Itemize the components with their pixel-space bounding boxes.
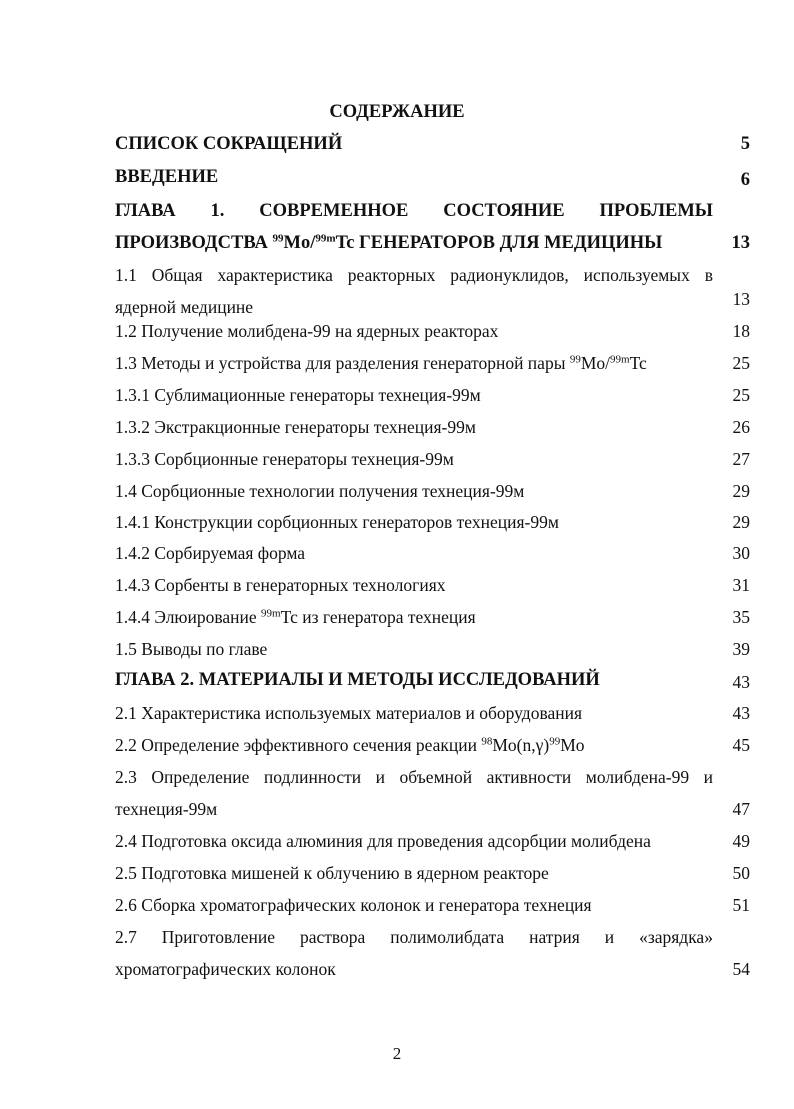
word: подлинности: [263, 767, 362, 787]
toc-entry-1-5[interactable]: 1.5 Выводы по главе: [115, 639, 268, 659]
word: СОВРЕМЕННОЕ: [259, 201, 409, 221]
word: 1.: [210, 201, 225, 221]
toc-entry-1-4[interactable]: 1.4 Сорбционные технологии получения технеция-99м: [115, 481, 525, 501]
toc-title: СОДЕРЖАНИЕ: [329, 102, 465, 122]
toc-entry-abbreviations[interactable]: СПИСОК СОКРАЩЕНИЙ: [115, 134, 343, 154]
toc-page-1-5: 39: [732, 639, 750, 659]
toc-page-chapter-1: 13: [731, 233, 750, 253]
toc-entry-2-7-line2[interactable]: хроматографических колонок: [115, 959, 336, 979]
word: радионуклидов,: [450, 265, 569, 285]
toc-entry-2-3-line1[interactable]: [115, 766, 713, 788]
word: полимолибдата: [390, 927, 505, 947]
word: молибдена-99: [585, 767, 690, 787]
toc-entry-chapter-1-line1[interactable]: [115, 200, 713, 222]
toc-entry-1-2[interactable]: 1.2 Получение молибдена-99 на ядерных реакторах: [115, 321, 499, 341]
toc-page-1-4-2: 30: [732, 543, 750, 563]
word: реакторных: [347, 265, 436, 285]
toc-entry-1-3[interactable]: 1.3 Методы и устройства для разделения генераторной пары $^{99}$Mo/$^{99m}$Tc: [115, 353, 647, 373]
toc-entry-2-1[interactable]: 2.1 Характеристика используемых материалов и оборудования: [115, 703, 583, 723]
word: характеристика: [217, 265, 333, 285]
word: и: [703, 767, 713, 787]
toc-entry-1-4-3[interactable]: 1.4.3 Сорбенты в генераторных технологиях: [115, 575, 446, 595]
word: Приготовление: [161, 927, 276, 947]
toc-entry-2-2[interactable]: 2.2 Определение эффективного сечения реакции $^{98}Mo(n,\gamma)^{99}Mo$: [115, 735, 585, 755]
toc-page-introduction: 6: [740, 170, 750, 190]
word: Общая: [151, 265, 203, 285]
toc-entry-chapter-1-line2[interactable]: ПРОИЗВОДСТВА $^{99}$Mo/$^{99m}$Tc ГЕНЕРАТОРОВ ДЛЯ МЕДИЦИНЫ: [115, 232, 663, 253]
toc-entry-1-4-2[interactable]: 1.4.2 Сорбируемая форма: [115, 543, 306, 563]
toc-entry-2-6[interactable]: 2.6 Сборка хроматографических колонок и генератора технеция: [115, 895, 592, 915]
word: раствора: [299, 927, 366, 947]
toc-page-1-4-4: 35: [732, 607, 750, 627]
toc-page-abbreviations: 5: [740, 134, 750, 154]
word: и: [375, 767, 386, 787]
toc-entry-1-3-2[interactable]: 1.3.2 Экстракционные генераторы технеция-99м: [115, 417, 476, 437]
toc-page-2-6: 51: [732, 895, 750, 915]
toc-page-1-2: 18: [732, 321, 750, 341]
word: ПРОБЛЕМЫ: [599, 201, 713, 221]
toc-page-1-1: 13: [732, 289, 750, 309]
word: ГЛАВА: [115, 201, 176, 221]
word: объемной: [399, 767, 473, 787]
toc-entry-1-4-1[interactable]: 1.4.1 Конструкции сорбционных генераторов технеция-99м: [115, 512, 559, 532]
toc-page-2-2: 45: [732, 735, 750, 755]
toc-entry-2-3-line2[interactable]: технеция-99м: [115, 799, 218, 819]
toc-page-2-3: 47: [732, 799, 750, 819]
word: Определение: [151, 767, 250, 787]
page-number: 2: [392, 1044, 402, 1063]
toc-page-1-4-3: 31: [732, 575, 750, 595]
toc-page-2-5: 50: [732, 863, 750, 883]
toc-page-2-1: 43: [732, 703, 750, 723]
toc-page-1-3-3: 27: [732, 449, 750, 469]
word: активности: [486, 767, 572, 787]
word: СОСТОЯНИЕ: [443, 201, 565, 221]
toc-page-2-7: 54: [732, 959, 750, 979]
word: «зарядка»: [639, 927, 713, 947]
toc-entry-1-1-line2[interactable]: ядерной медицине: [115, 297, 254, 317]
word: натрия: [529, 927, 580, 947]
toc-page-1-3: 25: [732, 353, 750, 373]
toc-page-1-4-1: 29: [732, 512, 750, 532]
toc-entry-2-4[interactable]: 2.4 Подготовка оксида алюминия для проведения адсорбции молибдена: [115, 831, 651, 851]
toc-entry-1-3-1[interactable]: 1.3.1 Сублимационные генераторы технеция-99м: [115, 385, 481, 405]
toc-page-1-4: 29: [732, 481, 750, 501]
toc-page-chapter-2: 43: [732, 672, 750, 692]
word: 2.3: [115, 767, 137, 787]
word: 2.7: [115, 927, 137, 947]
toc-entry-2-7-line1[interactable]: [115, 926, 713, 948]
word: и: [604, 927, 615, 947]
toc-entry-1-4-4[interactable]: 1.4.4 Элюирование $^{99m}$Tc из генератора технеция: [115, 607, 476, 627]
toc-entry-introduction[interactable]: ВВЕДЕНИЕ: [115, 167, 219, 187]
toc-page-2-4: 49: [732, 831, 750, 851]
toc-entry-chapter-2[interactable]: ГЛАВА 2. МАТЕРИАЛЫ И МЕТОДЫ ИССЛЕДОВАНИЙ: [115, 670, 600, 690]
word: используемых: [583, 265, 690, 285]
word: в: [704, 265, 713, 285]
toc-page-1-3-2: 26: [732, 417, 750, 437]
word: 1.1: [115, 265, 137, 285]
toc-entry-2-5[interactable]: 2.5 Подготовка мишеней к облучению в ядерном реакторе: [115, 863, 549, 883]
toc-page-1-3-1: 25: [732, 385, 750, 405]
toc-entry-1-1-line1[interactable]: [115, 264, 713, 286]
toc-entry-1-3-3[interactable]: 1.3.3 Сорбционные генераторы технеция-99м: [115, 449, 454, 469]
